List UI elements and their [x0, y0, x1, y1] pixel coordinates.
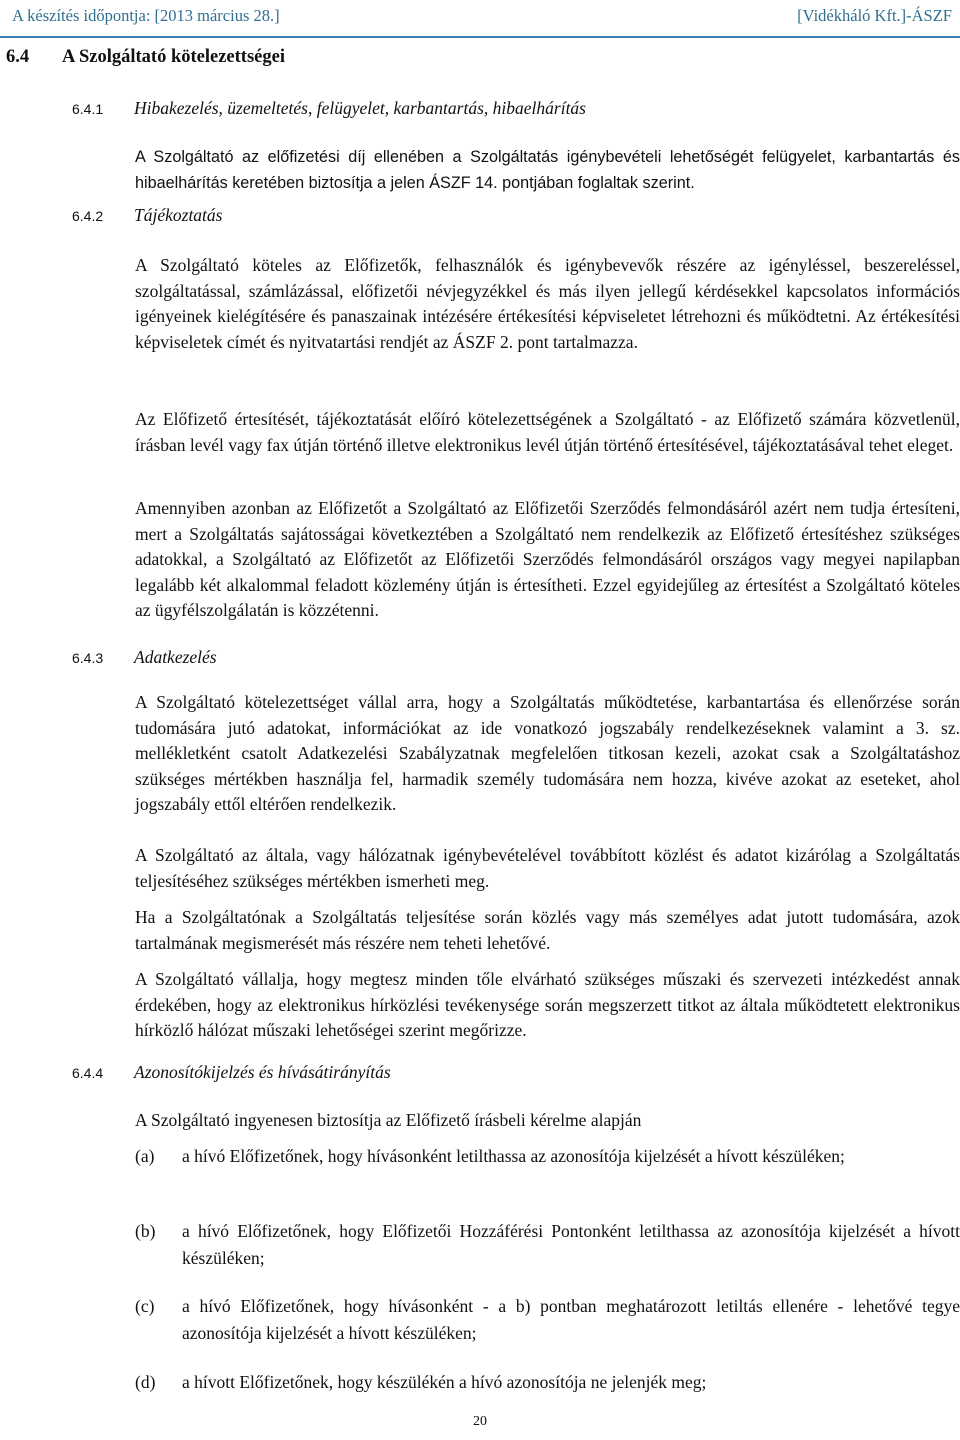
section-number: 6.4 [6, 47, 30, 67]
subsection-heading-6-4-3 [72, 647, 217, 668]
list-item-text: a hívó Előfizetőnek, hogy hívásonként letilthassa az azonosítója kijelzését a hívott készüléken; [182, 1146, 845, 1166]
subsection-title: Adatkezelés [134, 647, 217, 667]
list-item [135, 1218, 960, 1272]
header-divider [0, 36, 960, 38]
subsection-number: 6.4.1 [72, 101, 104, 117]
paragraph: Ha a Szolgáltatónak a Szolgáltatás teljesítése során közlés vagy más személyes adat jutott tudomására, azok tartalmának megismerését más részére nem teheti lehetővé. [135, 907, 960, 953]
page-number: 20 [473, 1414, 487, 1429]
header-right: [Vidékháló Kft.]-ÁSZF [797, 6, 952, 25]
subsection-heading-6-4-1 [72, 98, 586, 119]
paragraph: A Szolgáltató az általa, vagy hálózatnak igénybevételével továbbított közlést és adatot kizárólag a Szolgáltatás teljesítéséhez szükséges mértékben ismerheti meg. [135, 845, 960, 891]
paragraph: A Szolgáltató köteles az Előfizetők, felhasználók és igénybevevők részére az igényléssel, beszereléssel, szolgáltatással, számlázással, előfizetői névjegyzékkel és más ilyen jellegű kérdésekkel kapcsolatos információs igényeinek kielégítésére és panaszainak intézésére értékesítési képviseletet létrehozni és működtetni. Az értékesítési képviseletek címét és nyitvatartási rendjét az ÁSZF 2. pont tartalmazza. [135, 255, 960, 352]
list-item-label: (c) [135, 1296, 155, 1316]
list-item-text: a hívott Előfizetőnek, hogy készülékén a hívó azonosítója ne jelenjék meg; [182, 1372, 707, 1392]
paragraph: Amennyiben azonban az Előfizetőt a Szolgáltató az Előfizetői Szerződés felmondásáról azért nem tudja értesíteni, mert a Szolgáltatás sajátosságai következtében a Szolgáltató nem rendelkezik az Előfizető értesítéshez szükséges adatokkal, a Szolgáltató az Előfizetőt az Előfizetői Szerződés felmondásáról országos vagy megyei napilapban legalább két alkalommal feladott közlemény útján is értesítheti. Ezzel egyidejűleg az értesítést a Szolgáltató köteles az ügyfélszolgálatán is közzétenni. [135, 498, 960, 620]
subsection-heading-6-4-4 [72, 1062, 391, 1083]
subsection-heading-6-4-2 [72, 205, 222, 226]
paragraph: Az Előfizető értesítését, tájékoztatását előíró kötelezettségének a Szolgáltató - az Előfizető számára közvetlenül, írásban levél vagy fax útján történő illetve elektronikus levél útján történő értesítésével, tájékoztatásával tehet eleget. [135, 409, 960, 455]
list-item-label: (d) [135, 1372, 156, 1392]
paragraph: A Szolgáltató kötelezettséget vállal arra, hogy a Szolgáltatás működtetése, karbantartása és ellenőrzése során tudomására jutó adatokat, információkat az ide vonatkozó jogszabály rendelkezéseknek valamint a 3. sz. mellékletként csatolt Adatkezelési Szabályzatnak megfelelően titkosan kezeli, azokat csak a Szolgáltatáshoz szükséges mértékben használja fel, harmadik személy tudomására nem hozza, kivéve azokat az eseteket, ahol jogszabály ettől eltérően rendelkezik. [135, 692, 960, 814]
list-item-label: (a) [135, 1146, 155, 1166]
header-left: A készítés időpontja: [2013 március 28.] [12, 6, 280, 25]
list-item-label: (b) [135, 1221, 156, 1241]
list-item [135, 1293, 960, 1347]
paragraph: A Szolgáltató ingyenesen biztosítja az Előfizető írásbeli kérelme alapján [135, 1110, 642, 1130]
paragraph: A Szolgáltató vállalja, hogy megtesz minden tőle elvárható szükséges műszaki és szervezeti intézkedést annak érdekében, hogy az elektronikus hírközlési tevékenysége során megszerzett titkot az általa működtetett elektronikus hírközlő hálózat műszaki lehetőségei szerint megőrizze. [135, 969, 960, 1040]
section-heading [6, 47, 285, 68]
list-item [135, 1143, 960, 1170]
subsection-title: Tájékoztatás [134, 205, 223, 225]
list-item-text: a hívó Előfizetőnek, hogy hívásonként - a b) pontban meghatározott letiltás ellenére - lehetővé tegye azonosítója kijelzését a hívott készüléken; [182, 1296, 960, 1343]
paragraph: A Szolgáltató az előfizetési díj ellenében a Szolgáltatás igénybevételi lehetőségét felügyelet, karbantartás és hibaelhárítás keretében biztosítja a jelen ÁSZF 14. pontjában foglaltak szerint. [135, 148, 960, 192]
list-item-text: a hívó Előfizetőnek, hogy Előfizetői Hozzáférési Pontonként letilthassa az azonosítója kijelzését a hívott készüléken; [182, 1221, 960, 1268]
list-item [135, 1369, 960, 1396]
subsection-number: 6.4.3 [72, 650, 104, 666]
section-title: A Szolgáltató kötelezettségei [62, 47, 285, 67]
subsection-title: Hibakezelés, üzemeltetés, felügyelet, karbantartás, hibaelhárítás [134, 98, 586, 118]
subsection-number: 6.4.2 [72, 208, 104, 224]
subsection-number: 6.4.4 [72, 1065, 104, 1081]
subsection-title: Azonosítókijelzés és hívásátirányítás [134, 1062, 391, 1082]
